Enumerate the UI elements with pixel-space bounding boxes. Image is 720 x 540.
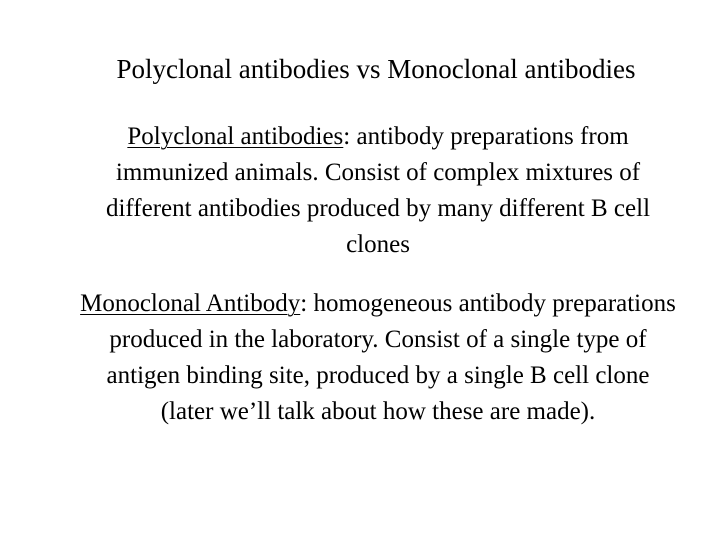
monoclonal-term: Monoclonal Antibody: [80, 290, 301, 317]
polyclonal-line-1: [0, 119, 720, 155]
polyclonal-term: Polyclonal antibodies: [127, 123, 344, 150]
monoclonal-line-1-text: : homogeneous antibody preparations: [300, 290, 676, 317]
polyclonal-line-2: immunized animals. Consist of complex mixtures of: [115, 159, 641, 186]
polyclonal-line-1-text: : antibody preparations from: [343, 123, 629, 150]
monoclonal-line-3: antigen binding site, produced by a single B cell clone: [106, 362, 650, 389]
polyclonal-line-3: different antibodies produced by many different B cell: [105, 195, 651, 222]
monoclonal-line-4: (later we’ll talk about how these are made).: [160, 398, 596, 425]
monoclonal-line-1: [0, 286, 720, 322]
monoclonal-definition: [0, 286, 720, 430]
monoclonal-line-2: produced in the laboratory. Consist of a single type of: [109, 326, 647, 353]
polyclonal-definition: [0, 119, 720, 263]
slide-title: Polyclonal antibodies vs Monoclonal antibodies: [116, 54, 636, 84]
polyclonal-line-4: clones: [346, 231, 410, 258]
